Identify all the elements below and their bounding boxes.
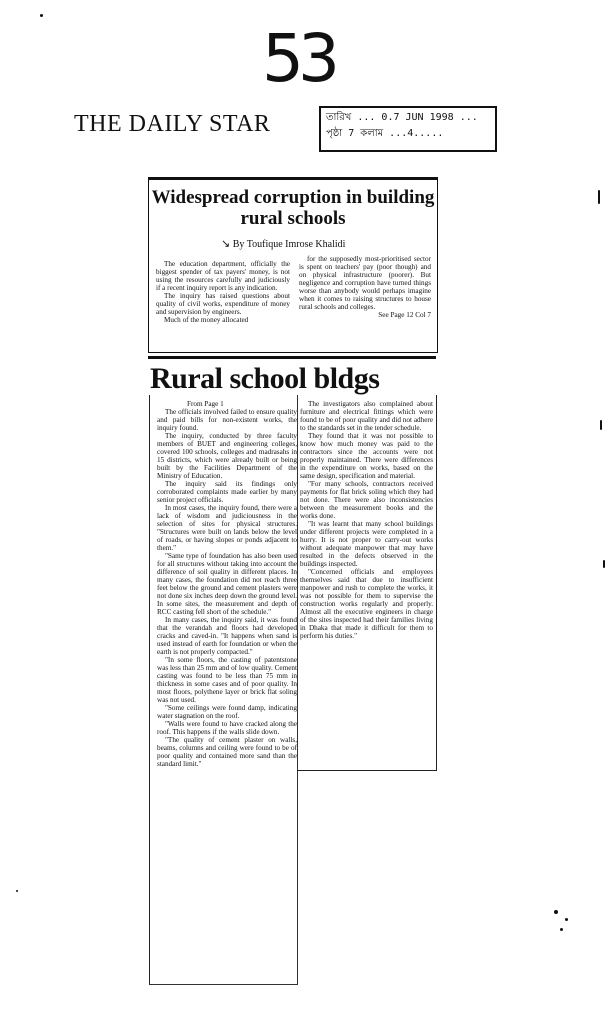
paragraph: The officials involved failed to ensure quality and paid bills for non-existent works, the inquiry found. [157,408,297,432]
paragraph: "It was learnt that many school buildings under different projects were completed in a hurry. It is not proper to carry-out works without adequate manpower that may have resulted in the defects observed in the buildings inspected. [300,520,433,568]
paragraph: The inquiry, conducted by three faculty members of BUET and engineering colleges, covered 100 schools, colleges and madrasahs in 15 districts, which were already built or being built by the Facilities Department of the Ministry of Education. [157,432,297,480]
scan-speck [600,420,602,430]
scan-speck [560,928,563,931]
paragraph: for the supposedly most-prioritised sector is spent on teachers' pay (poor though) and on physical infrastructure (poorer). But negligence and corruption have turned things worse than anybody would perhaps imagine when it comes to raising structures to house rural schools and colleges. [299,255,431,311]
paragraph: In most cases, the inquiry found, there were a lack of wisdom and judiciousness in the selection of sites for physical structures. "Structures were built on lands below the level of roads, or having slopes or ponds adjacent to them." [157,504,297,552]
stamp-page-line: পৃষ্ঠা 7 কলাম ...4..... [326,128,444,139]
continuation-column-left [157,400,297,768]
paragraph: "For many schools, contractors received payments for flat brick soling which they had not done. There were also inconsistencies between the measurement books and the works done. [300,480,433,520]
paragraph: In many cases, the inquiry said, it was found that the verandah and floors had developed cracks and caved-in. "It happens when sand is used instead of earth for foundation or when the earth is not properly compacted." [157,616,297,656]
paragraph: "Some ceilings were found damp, indicating water stagnation on the roof. [157,704,297,720]
paragraph: "In some floors, the casting of patentstone was less than 25 mm and of low quality. Cement casting was found to be less than 75 mm in thickness in some cases and of poor quality. In most floors, polythene layer or brick flat soling was not used. [157,656,297,704]
byline-text: By Toufique Imrose Khalidi [232,239,346,250]
continued-article-clipping [148,356,436,789]
handwritten-page-number: 53 [262,20,334,97]
paragraph: Much of the money allocated [164,316,249,324]
top-article-clipping [148,177,438,353]
date-stamp [319,106,497,152]
paragraph: "Concerned officials and employees themselves said that due to insufficient manpower and rush to complete the works, it was not possible for them to supervise the construction works regularly and properly. Almost all the executive engineers in charge of the sites inspected had their families living in Dhaka that made it difficult for them to perform his duties." [300,568,433,640]
clipping-cut-edge [149,984,298,985]
paragraph: The investigators also complained about furniture and electrical fittings which were found to be of poor quality and did not adhere to the standards set in the tender schedule. [300,400,433,432]
scan-speck [16,890,18,892]
paragraph: They found that it was not possible to know how much money was paid to the contractors since the accounts were not properly maintained. There were differences in the expenditure on works, based on the same design, specification and material. [300,432,433,480]
column-rule [149,395,150,985]
paragraph: "The quality of cement plaster on walls, beams, columns and ceiling were found to be of poor quality and contained more sand than the standard limit." [157,736,297,768]
from-page-reference: From Page 1 [187,400,224,408]
article-column-left [156,260,290,324]
scan-speck [40,14,43,17]
stamp-date-line: তারিখ ... 0.7 JUN 1998 ... [326,112,478,123]
scan-speck [603,560,605,568]
paragraph: The education department, officially the biggest spender of tax payers' money, is not using the resources carefully and judiciously if a recent inquiry report is any indication. [156,260,290,292]
paragraph: The inquiry has raised questions about quality of civil works, expenditure of money and supervision by engineers. [156,292,290,316]
scan-speck [598,190,600,204]
continuation-column-right [300,400,433,640]
column-rule [436,395,437,770]
continuation-headline: Rural school bldgs [150,362,380,395]
paragraph: "Same type of foundation has also been used for all structures without taking into account the difference of soil quality in different places. In many cases, the foundation did not reach three feet below the ground and cement plasters were not done six inches deep down the ground level. In some sites, the measurement and depth of RCC casting fell short of the schedule." [157,552,297,616]
scan-speck [565,918,568,921]
headline: Widespread corruption in building rural schools [151,187,435,229]
column-rule [297,395,298,985]
clipping-cut-edge [297,770,437,771]
paragraph: "Walls were found to have cracked along the roof. This happens if the walls slide down. [157,720,297,736]
byline-arrow-icon: ↘ [221,238,231,250]
scan-speck [554,910,558,914]
paragraph: The inquiry said its findings only corroborated complaints made earlier by many senior project officials. [157,480,297,504]
newspaper-masthead: THE DAILY STAR [74,111,271,137]
byline [221,237,345,250]
jump-reference: See Page 12 Col 7 [378,311,431,319]
article-column-right [299,255,431,319]
